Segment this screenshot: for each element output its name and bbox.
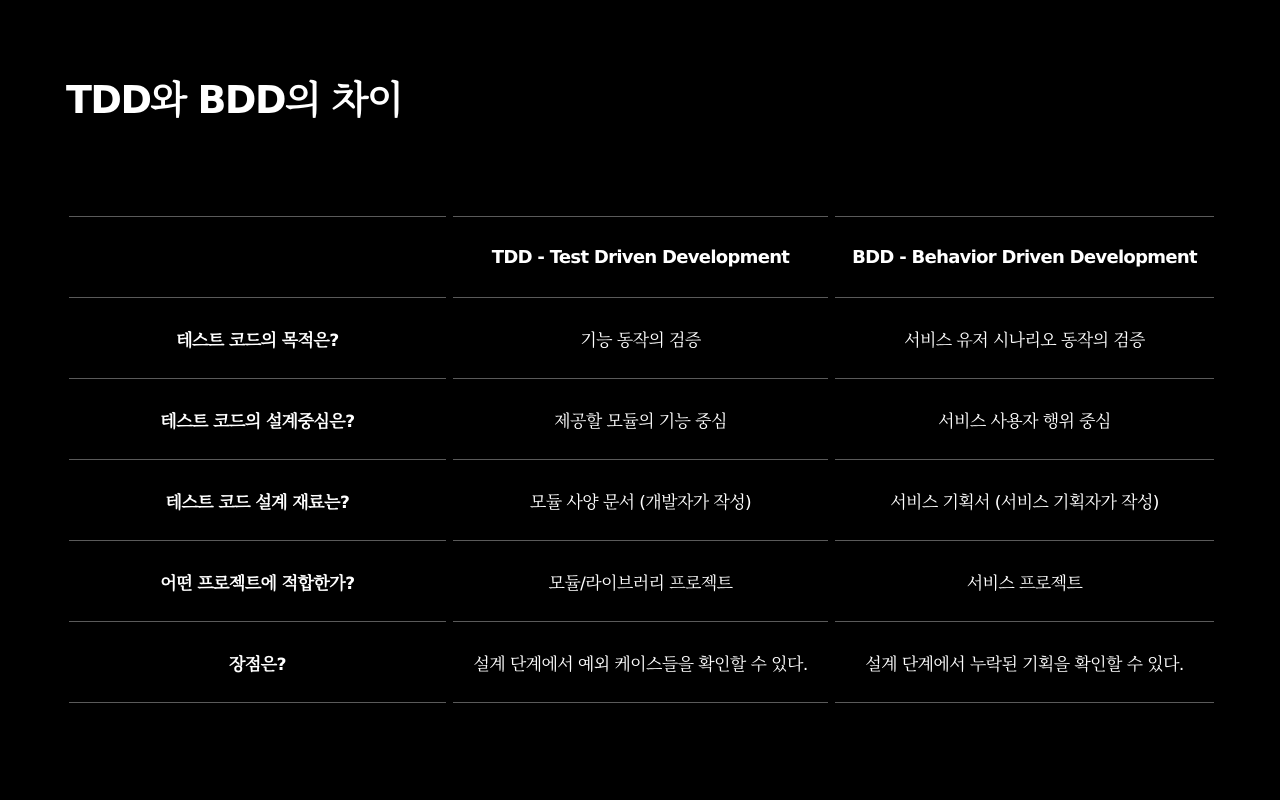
row-label-purpose: 테스트 코드의 목적은? — [69, 298, 446, 379]
comparison-table — [69, 216, 1214, 703]
tdd-cell-purpose: 기능 동작의 검증 — [453, 298, 828, 379]
row-label-design-focus: 테스트 코드의 설계중심은? — [69, 379, 446, 460]
row-label-advantages: 장점은? — [69, 622, 446, 703]
bdd-cell-design-focus: 서비스 사용자 행위 중심 — [835, 379, 1214, 460]
header-cell-empty — [69, 216, 446, 298]
bdd-cell-suitable-project: 서비스 프로젝트 — [835, 541, 1214, 622]
tdd-cell-advantages: 설계 단계에서 예외 케이스들을 확인할 수 있다. — [453, 622, 828, 703]
header-cell-bdd: BDD - Behavior Driven Development — [835, 216, 1214, 298]
slide-title: TDD와 BDD의 차이 — [66, 78, 403, 122]
tdd-cell-design-material: 모듈 사양 문서 (개발자가 작성) — [453, 460, 828, 541]
bdd-cell-design-material: 서비스 기획서 (서비스 기획자가 작성) — [835, 460, 1214, 541]
bdd-cell-purpose: 서비스 유저 시나리오 동작의 검증 — [835, 298, 1214, 379]
header-cell-tdd: TDD - Test Driven Development — [453, 216, 828, 298]
row-label-suitable-project: 어떤 프로젝트에 적합한가? — [69, 541, 446, 622]
tdd-cell-design-focus: 제공할 모듈의 기능 중심 — [453, 379, 828, 460]
bdd-cell-advantages: 설계 단계에서 누락된 기획을 확인할 수 있다. — [835, 622, 1214, 703]
tdd-cell-suitable-project: 모듈/라이브러리 프로젝트 — [453, 541, 828, 622]
row-label-design-material: 테스트 코드 설계 재료는? — [69, 460, 446, 541]
